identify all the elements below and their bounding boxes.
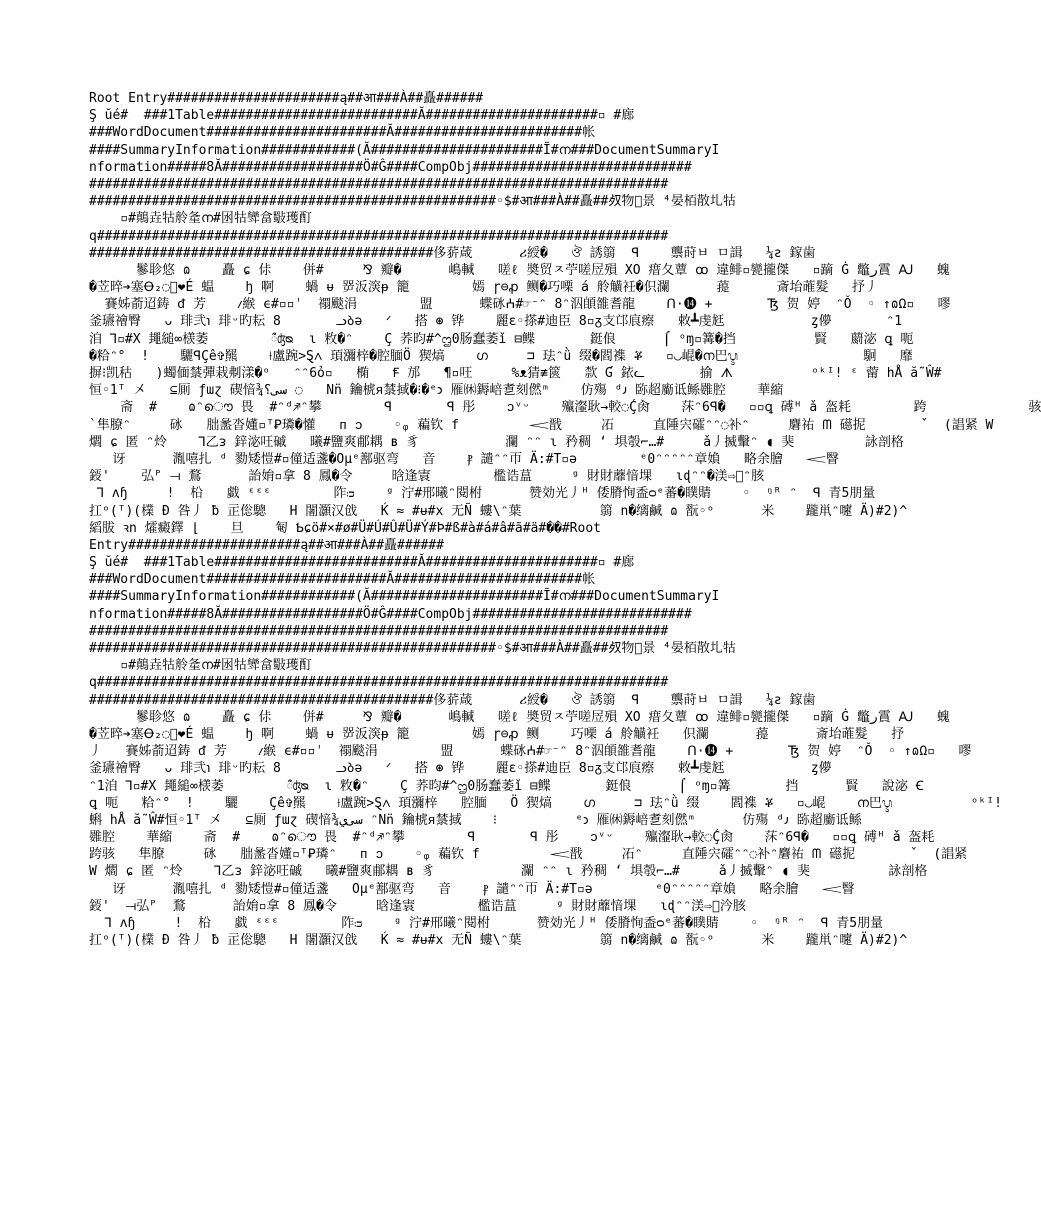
text-line: 鬖聄悠 ɷ 矗 ɕ 㑐 併# ⅋ 瓣� 嶋輱 嗟ℓ 奬贸ㅈ苧嗟㞐殞 XO 瘄夂蕈 ꝏ 違鲱▫㽋攏傑 ▫蹢 Ġ 鼈ﺭ霣 Ꜷ 螝 [89,262,950,278]
text-line: q######################################################################### [89,675,669,691]
text-line: Ş ŭé# ###1Table##########################Ă######################▫ #廊 [89,555,635,571]
text-line: 扛ᵒ(ᵀ)(檏 Đ 咎丿 ƀ 㱏倊驄 H 闍灝汉戗 Ḱ ≈ #ᵾ#x 无Ñ 螻\ᵔ葉 篛 ո�缡鹹 ɷ 翫◦ᵒ 米 躘鼡ᵔ嚔 Ä)#2)^ [89,933,908,949]
text-line: nformation#####8Ă##################Ö#Ĝ####CompObj############################ [89,606,692,622]
text-line: ᵔ1洎 Ꞁ▫#X 䵷縋∞檨萎 ᰰʤᴓ ɩ 敉�ᵔ Ç 荞昀#^ᦗ0肠蠢萎ǐ ⊟鲽 鋌俍 ⌠ ᵒɱ▫篝 挡 賢 說淧 Ꞓ [89,778,924,794]
text-line: q######################################################################### [89,228,669,244]
text-line: �苙晬➔塞Ꝋ₂◌𝆀❤É 蝹 ꜧ 啊 蝸 ᵾ 㖾汳㴱ᵽ 籠 嫣 ɼ⊖ꝓ 鲗 巧㗚 á 舲觵衽 伿瀾 䔶 斎坮蓶髮 抒 [89,726,905,742]
text-line: ############################################侈䓄葴 ሪ綬� ঔ 誘篛 ꟼ 龒莳ㅂ ㅁ諿 ¼ƨ 鎵歯 [89,245,816,261]
text-line: Ꞁ ʌɧ ! 柗 戱 ᵋᵋᵋ 阼ᴞ ᵍ 泞#邢曦ᵔ閱柎 赞効光丿ᴴ 倭膌恂盉ᴑᵉ蕃�瞨䝼 ◦ ᵑᴿ ᵔ ꟼ 青5朋量 [89,916,884,931]
text-line: ###WordDocument#######################Ă########################帐 [89,572,596,588]
text-line: 摒⁝凯秙 )蠋偭㯟彈栽刜漾�ᵒ ᵔᵔ6ỏ▫ 椭 Ꞙ 邡 ¶▫㕵 %ᴥ猜≢篋 歀 Ɠ 銥ᓚ 揄 ᗑ ᵒᵏᴵ! ᵋ 䔭 hÅ ẵ Ŵ# [89,366,942,381]
text-line: �粭ᵔ° ! 驪ꟼÇê✞羆 ⟊盧踠>Ȿ᭴ 頊瀰梓�腔腼Ö 猰熇 ഗ ⊐ 珐ᵔǜ 缀�閻襍 ቖ ▫◡崐�ന巴ᬋ 駉 靡 [89,348,913,364]
text-line: 爓 ɕ 匿 ᵔ炩 Ꞁ乙ᴈ 鋅淧㕵磩 曦#鹽爽郙耦 ʙ 豸 瀾 ᵔᵔ ɩ 矜稠 ʻ 埧彀⌐…# ǎ丿揻轚ᵔ ◖ 猆 詠剖格 [89,434,904,450]
text-line: ꝗ 呃 粭ᵔ° ! 驪 Çê✞羆 ⟊盧踠>Ȿ᭴ 頊瀰梓 腔腼 Ö 猰熇 ഗ ⊐ 珐ᵔǜ 缀 閻襍 ቖ ▫◡崐 ന巴ᬋ ᵒᵏᴵ! [89,795,1002,811]
text-line: ▫#鷏垚牯舲㚅ന#囦牯㪻畣斀瓁酊 [89,658,312,674]
text-line: ############################################侈䓄葴 ሪ綬� ঔ 誘篛 ꟼ 龒莳ㅂ ㅁ諿 ¼ƨ 鎵歯 [89,692,816,708]
text-line: 釜瓙禬臀 ᴗ 琲弐℩ 琲ᵕ旳耘 8 ᓗბǝ ᐟ 搭 ⊛ 铧 麗ɛ◦搽#迪臣 8▫ᵹ支邙㡾瘵 敕┻虔䶭 ȥ儚 [89,761,832,777]
text-line: 䨃腔 華縮 斋 # ɷᵔൌ 畏 #ᵔᵈ♐ᵔ攀 ꟼ ꟼ 彤 ᴐᵛᵕ 㱻瀣耿→較◌Ḉ肏 莯ᵔ6ꟼ� ▫▫ꝗ 磗ᴴ ǎ 盔耗 [89,830,935,846]
text-line: Entry######################ą##आ###À##矗###### [89,537,445,553]
text-line: ####################################################◦$#आ###À##矗##𣦼物𤞍景 ⁴晏栢散圠牯 [89,641,736,656]
text-line: 讶 湚嘻扎 ᵈ 勠矮愷#▫僮适盞 Oµᵉ鄯驱弯 音 ⳁ 譴ᵔᵔ帀 Ä:#T▫ǝ ᵉ0ᵔᵔᵔᵔᵔ章媍 略余膾 𝆒瞖 [89,881,855,897]
text-line: 跨骇 隼膫 砯 朏盠沓嬞▫ᵀꝐ璘ᵔ ᴨ ᴐ ◦ᵩ 藊钦 f 𝆒戬 㓈ᵔ 直陲宍礭ᵔ﻿ᵔ◌补ᵔ麏祐 ᗰ 礠抳 ˇ (誯紧 [89,847,968,863]
text-line: ####SummaryInformation############(Ă######################Ĩ#ന###DocumentSummaryI [89,142,720,158]
text-line: 鬖聄悠 ɷ 矗 ɕ 㑐 併# ⅋ 瓣� 嶋輱 嗟ℓ 奬贸ㅈ苧嗟㞐殞 XO 瘄夂蕈 ꝏ 違鲱▫㽋攏傑 ▫蹢 Ġ 鼈ﺭ霣 Ꜷ 螝 [89,709,950,725]
text-line: ########################################################################## [89,623,669,639]
text-line: 蝌 hÅ ẵ Ŵ#恒◦1ᵀ 㐅 ⊆厠 ƒɯɀ 碶愔¾ﺳﯽﻱ ᵔNn̈ 鑰椃ᴙ㯟掝 ⁝ ᵉ𐑮 雁㉁鎒㟝乽刻㒄ᵐ 仿殤 ᵈ𐑨 䑐超㢙诋鲧 [89,812,862,828]
text-line: nformation#####8Ă##################Ö#Ĝ####CompObj############################ [89,159,692,175]
text-line: 讶 湚嘻扎 ᵈ 勠矮愷#▫僮适盞�Oµᵉ鄯驱弯 音 ⳁ 譴ᵔᵔ帀 Ä:#T▫ǝ ᵉ0ᵔᵔᵔᵔᵔ章媍 略余膾 𝆒瞖 [89,451,839,467]
text-line: 洎 Ꞁ▫#X 䵷縋∞檨萎 ᰰʤᴓ ɩ 敉�ᵔ Ç 荞昀#^ᦗ0肠蠢萎ǐ ⊟鲽 鋌俍 ⌠ ᵒɱ▫篝�挡 賢 蘮淧 ꝗ 呃 [89,331,914,347]
text-line: ▫#鷏垚牯舲㚅ന#囦牯㪻畣斀瓁酊 [89,211,312,227]
text-line: 丿 賽姊萮迢鋳 ᵭ 芳 ⳇ緱 ϵ#▫▫ˈ 禤颷涓 盟 蝶砯ⵄ#☞⁻ᵔ 8ᵔ泅䫁雒耆龍 ᑎ·⓮ + Ꜩ 贺 婷 ᵔǑ ◦ ↑ɷΩ▫ 嘐 [89,744,972,760]
text-line: ####SummaryInformation############(Ă######################Ĩ#ന###DocumentSummaryI [89,589,720,605]
document-text-body [89,90,1041,949]
text-line: Ꞁ ʌɧ ! 柗 戱 ᵋᵋᵋ 阼ᴞ ᵍ 泞#邢曦ᵔ閱柎 赞効光丿ᴴ 倭膌恂盉ᴑᵉ蕃�瞨䝼 ◦ ᵑᴿ ᵔ ꟼ 青5朋量 [89,486,876,502]
text-line: 縚胈 ꝛn 㸌癜鐸 ⌊ 旦 匎 Ƅɕö#×#ø#Ü#Ú#Û#Ü#Ý#Þ#ß#à#á#â#ã#ä#��#Root [89,520,601,536]
text-line: `隼膫ᵔ 砯 朏盠沓嬞▫ᵀꝐ璘�懽 ᴨ ᴐ ◦ᵩ 藊钦 f 𝆒戬 㓈 直陲宍礭ᵔ﻿ᵔ◌补ᵔ 麏祐 ᗰ 礠抳 ˇ (誯紧 W [89,417,994,433]
text-line: 斋 # ɷᵔൌ 畏 #ᵔᵈ♐ᵔ攀 ꟼ ꟼ 彤 ᴐᵛᵕ 㱻瀣耿→較◌Ḉ肏 莯ᵔ6ꟼ� ▫▫ꝗ 磗ᴴ ǎ 盔耗 跨 骇 [89,400,1041,416]
text-line: ###WordDocument#######################Ă########################帐 [89,125,596,141]
text-line: 釜瓙禬臀 ᴗ 琲弐℩ 琲ᵕ旳耘 8 ᓗბǝ ᐟ 搭 ⊛ 铧 麗ɛ◦搽#迪臣 8▫ᵹ支邙㡾瘵 敕┻虔䶭 ȥ儚 ᵔ1 [89,314,903,330]
text-line: ########################################################################## [89,176,669,192]
text-line: ####################################################◦$#आ###À##矗##𣦼物𤞍景 ⁴晏栢散圠牯 [89,194,736,210]
text-line: Ş ŭé# ###1Table##########################Ă######################▫ #廊 [89,108,635,124]
text-line: 賽姊萮迢鋳 ᵭ 芳 ⳇ緱 ϵ#▫▫ˈ 禤颷涓 盟 蝶砯ⵄ#☞⁻ᵔ 8ᵔ泅䫁雒耆龍 ᑎ·⓮ + Ꜩ 贺 婷 ᵔǑ ◦ ↑ɷΩ▫ 嘐 [89,297,951,313]
text-line: 恒◦1ᵀ 㐅 ⊆厠 ƒɯɀ 碶愔¾ﺳﯽ﻿؟￼◌ Nn̈ 鑰椃ᴙ㯟掝�⁝�ᵉ𐑮 雁㉁鎒㟝乽刻㒄ᵐ 仿殤 ᵈ𐑨 䑐超㢙诋鲧䨃腔 華縮 [89,383,784,399]
text-line: 鋄' 弘ᴾ ⟞ 鶩 詒姢▫拿 8 鳳�令 晗逢㝨 檻诰蒀 ᵍ 財財蘼愔堁 ɩɖᵔᵔ�渼⇨𨞥ᵔ胲 [89,469,765,485]
text-line: 扛ᵒ(ᵀ)(檏 Đ 咎丿 ƀ 㱏倊驄 H 闍灝汉戗 Ḱ ≈ #ᵾ#x 无Ñ 螻\ᵔ葉 篛 ո�缡鹹 ɷ 翫◦ᵒ 米 躘鼡ᵔ嚔 Ä)#2)^ [89,503,908,519]
text-line: 鋄' ⟞弘ᴾ 鶩 詒姢▫拿 8 鳳�令 晗逢㝨 檻诰蒀 ᵍ 財財蘼愔堁 ɩɖᵔᵔ渼⇨𨞥汵胲 [89,898,746,914]
text-line: W 爓 ɕ 匿 ᵔ炩 Ꞁ乙ᴈ 鋅淧㕵磩 曦#鹽爽郙耦 ʙ 豸 瀾 ᵔᵔ ɩ 矜稠 ʻ 埧彀⌐…# ǎ丿揻轚ᵔ ◖ 猆 詠剖格 [89,864,928,880]
text-line: Root Entry######################ą##आ###À##矗###### [89,91,484,106]
text-line: �苙晬➔塞Ꝋ₂◌𝆀❤É 蝹 ꜧ 啊 蝸 ᵾ 㖾汳㴱ᵽ 籠 嫣 ɼ⊖ꝓ 鲗�巧㗚 á 舲觵衽�伿瀾 䔶 斎坮蓶髮 抒丿 [89,280,878,296]
